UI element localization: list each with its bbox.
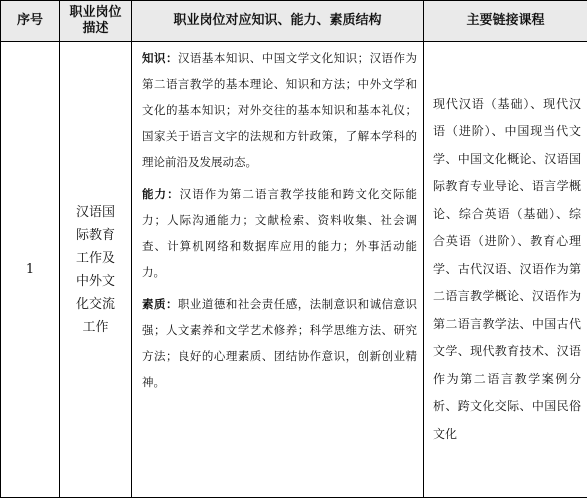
header-row bbox=[1, 1, 587, 42]
cell-competence bbox=[132, 42, 424, 498]
cell-position: 汉语国际教育工作及中外文化交流工作 bbox=[60, 42, 132, 498]
cell-courses: 现代汉语（基础）、现代汉语（进阶）、中国现当代文学、中国文化概论、汉语国际教育专业导论、语言学概论、综合英语（基础）、综合英语（进阶）、教育心理学、古代汉语、汉语作为第二语言教学概论、汉语作为第二语言教学法、中国古代文学、现代教育技术、汉语作为第二语言教学案例分析、跨文化交际、中国民俗文化 bbox=[424, 42, 587, 498]
header-courses: 主要链接课程 bbox=[424, 1, 587, 42]
ability-label: 能力： bbox=[142, 187, 180, 201]
table-row bbox=[1, 42, 587, 498]
quality-paragraph bbox=[142, 291, 417, 395]
quality-label: 素质： bbox=[142, 297, 178, 311]
cell-seq: 1 bbox=[1, 42, 60, 498]
ability-text: 汉语作为第二语言教学技能和跨文化交际能力；人际沟通能力；文献检索、资料收集、社会调查、计算机网络和数据库应用的能力；外事活动能力。 bbox=[142, 187, 417, 279]
header-position bbox=[60, 1, 132, 42]
table-body bbox=[1, 42, 587, 498]
header-seq: 序号 bbox=[1, 1, 60, 42]
header-position-label: 职业岗位描述 bbox=[62, 5, 129, 37]
table-header bbox=[1, 1, 587, 42]
knowledge-paragraph bbox=[142, 45, 417, 175]
quality-text: 职业道德和社会责任感，法制意识和诚信意识强；人文素养和文学艺术修养；科学思维方法、研究方法；良好的心理素质、团结协作意识，创新创业精神。 bbox=[142, 297, 417, 389]
knowledge-text: 汉语基本知识、中国文学文化知识；汉语作为第二语言教学的基本理论、知识和方法；中外文学和文化的基本知识；对外交往的基本知识和基本礼仪；国家关于语言文字的法规和方针政策，了解本学科的理论前沿及发展动态。 bbox=[142, 51, 417, 169]
ability-paragraph bbox=[142, 181, 417, 285]
header-competence: 职业岗位对应知识、能力、素质结构 bbox=[132, 1, 424, 42]
knowledge-label: 知识： bbox=[142, 51, 178, 65]
